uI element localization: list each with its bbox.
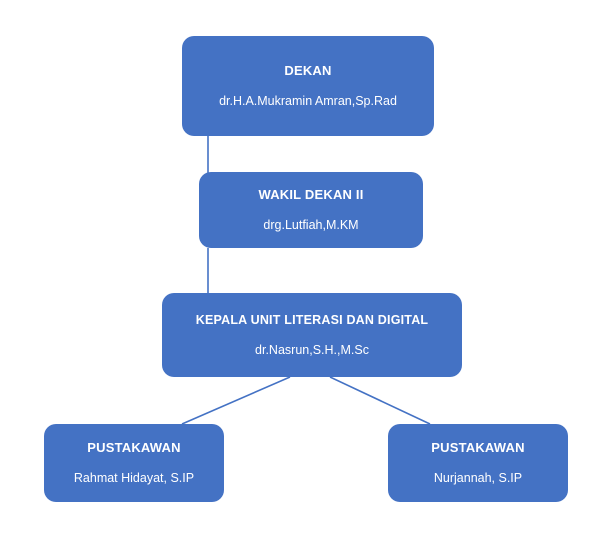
org-node-kepala-unit-title: KEPALA UNIT LITERASI DAN DIGITAL xyxy=(195,313,429,327)
org-node-pustakawan-1-name: Rahmat Hidayat, S.IP xyxy=(73,471,195,485)
org-node-wakil-dekan-name: drg.Lutfiah,M.KM xyxy=(263,218,359,232)
org-node-wakil-dekan xyxy=(199,172,423,248)
org-node-dekan-name: dr.H.A.Mukramin Amran,Sp.Rad xyxy=(219,94,397,108)
org-node-pustakawan-2 xyxy=(388,424,568,502)
org-node-pustakawan-1 xyxy=(44,424,224,502)
connector-kepala-to-pustakawan-1 xyxy=(182,377,290,424)
org-node-pustakawan-1-title: PUSTAKAWAN xyxy=(87,440,181,455)
connector-kepala-to-pustakawan-2 xyxy=(330,377,430,424)
org-node-pustakawan-2-title: PUSTAKAWAN xyxy=(431,440,525,455)
org-node-kepala-unit-name: dr.Nasrun,S.H.,M.Sc xyxy=(255,343,369,357)
org-node-dekan-title: DEKAN xyxy=(284,63,332,78)
org-node-wakil-dekan-title: WAKIL DEKAN II xyxy=(258,187,364,202)
org-node-pustakawan-2-name: Nurjannah, S.IP xyxy=(433,471,523,485)
org-node-kepala-unit xyxy=(162,293,462,377)
org-node-dekan xyxy=(182,36,434,136)
